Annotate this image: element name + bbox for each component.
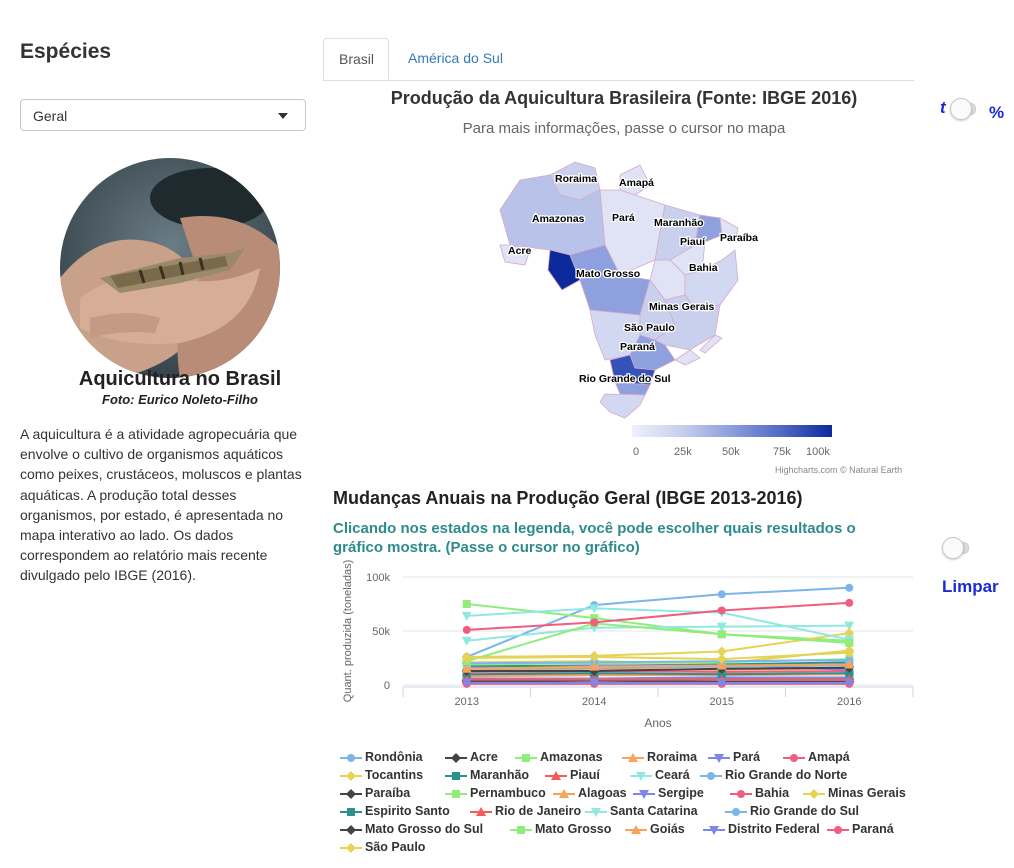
map-label-maranhao: Maranhão bbox=[654, 217, 704, 229]
legend-label: Espirito Santo bbox=[365, 804, 450, 818]
series-0 bbox=[463, 584, 854, 661]
legend-label: Acre bbox=[470, 750, 498, 764]
legend-label: São Paulo bbox=[365, 840, 426, 854]
legend-label: Bahia bbox=[755, 786, 790, 800]
legend-item[interactable] bbox=[340, 768, 423, 782]
species-select[interactable] bbox=[20, 99, 306, 131]
legend-item[interactable] bbox=[340, 804, 450, 818]
legend-label: Mato Grosso bbox=[535, 822, 612, 836]
y-tick-label: 50k bbox=[372, 626, 390, 638]
legend-label: Santa Catarina bbox=[610, 804, 698, 818]
legend-symbol-icon bbox=[585, 807, 607, 817]
legend-item[interactable] bbox=[470, 804, 581, 818]
series-line[interactable] bbox=[467, 673, 850, 674]
legend-marker[interactable] bbox=[732, 808, 740, 816]
legend-item[interactable] bbox=[445, 768, 529, 782]
data-point[interactable] bbox=[845, 584, 853, 592]
legend-label: Sergipe bbox=[658, 786, 704, 800]
description-text: A aquicultura é a atividade agropecuária que envolve o cultivo de organismos aquáticos como peixes, crustáceos, moluscos e plantas aquáticas. A produção total desses organismos, por estado, é apresentada no mapa interativo ao lado. Os dados correspondem ao relatório mais recente divulgado pelo IBGE (2016). bbox=[20, 426, 302, 584]
legend-item[interactable] bbox=[725, 804, 859, 818]
legend-label: Distrito Federal bbox=[728, 822, 820, 836]
state-rio-grande-do-sul bbox=[600, 394, 645, 418]
legend-label: Pernambuco bbox=[470, 786, 546, 800]
map-label-sao-paulo: São Paulo bbox=[624, 322, 675, 334]
map-label-minas-gerais: Minas Gerais bbox=[649, 301, 715, 313]
scale-tick: 75k bbox=[773, 446, 791, 458]
legend-symbol-icon bbox=[445, 771, 467, 781]
data-point[interactable] bbox=[718, 630, 726, 638]
aquaculture-photo bbox=[60, 158, 280, 378]
scale-tick: 0 bbox=[633, 446, 640, 458]
legend-symbol-icon bbox=[340, 843, 362, 853]
legend-item[interactable] bbox=[827, 822, 894, 836]
legend-label: Paraíba bbox=[365, 786, 411, 800]
legend-item[interactable] bbox=[708, 750, 760, 764]
data-point[interactable] bbox=[590, 618, 598, 626]
legend-symbol-icon bbox=[708, 753, 730, 763]
legend-item[interactable] bbox=[700, 768, 847, 782]
legend-symbol-icon bbox=[803, 789, 825, 799]
legend-item[interactable] bbox=[625, 822, 685, 836]
legend-symbol-icon bbox=[553, 789, 575, 799]
legend-item[interactable] bbox=[585, 804, 698, 818]
legend-symbol-icon bbox=[340, 771, 362, 781]
map-title: Produção da Aquicultura Brasileira (Fonte: IBGE 2016) bbox=[390, 88, 858, 108]
legend-symbol-icon bbox=[633, 789, 655, 799]
legend-label: Paraná bbox=[852, 822, 894, 836]
scale-tick: 50k bbox=[722, 446, 740, 458]
map-label-para: Pará bbox=[612, 212, 635, 224]
map-label-rio-grande-do-sul: Rio Grande do Sul bbox=[579, 373, 671, 385]
legend-marker[interactable] bbox=[737, 790, 745, 798]
photo-caption: Aquicultura no Brasil bbox=[78, 368, 282, 390]
x-axis-label: Anos bbox=[644, 716, 672, 730]
legend-item[interactable] bbox=[515, 750, 603, 764]
legend-marker[interactable] bbox=[452, 772, 460, 780]
t-label: t bbox=[940, 98, 946, 117]
legend-label: Roraima bbox=[647, 750, 698, 764]
data-point[interactable] bbox=[845, 639, 853, 647]
y-tick-label: 100k bbox=[366, 572, 390, 584]
legend-marker[interactable] bbox=[452, 790, 460, 798]
chart-title: Mudanças Anuais na Produção Geral (IBGE 2013-2016) bbox=[333, 488, 803, 508]
legend-item[interactable] bbox=[633, 786, 704, 800]
legend-symbol-icon bbox=[545, 771, 567, 781]
data-point[interactable] bbox=[718, 606, 726, 614]
legend-label: Ceará bbox=[655, 768, 690, 782]
legend-item[interactable] bbox=[340, 750, 423, 764]
unit-toggle-knob[interactable] bbox=[950, 98, 972, 120]
legend-symbol-icon bbox=[340, 807, 362, 817]
legend-label: Rio de Janeiro bbox=[495, 804, 582, 818]
legend-marker[interactable] bbox=[346, 771, 356, 781]
legend-symbol-icon bbox=[730, 789, 752, 799]
legend-symbol-icon bbox=[725, 807, 747, 817]
map-label-amapa: Amapá bbox=[619, 177, 655, 189]
legend-symbol-icon bbox=[445, 789, 467, 799]
region-tabs bbox=[323, 38, 914, 81]
legend-item[interactable] bbox=[703, 822, 820, 836]
legend-symbol-icon bbox=[703, 825, 725, 835]
scale-tick: 100k bbox=[806, 446, 830, 458]
legend-symbol-icon bbox=[630, 771, 652, 781]
legend-symbol-icon bbox=[622, 753, 644, 763]
legend-item[interactable] bbox=[445, 786, 546, 800]
clear-toggle-knob[interactable] bbox=[942, 537, 964, 559]
species-select-value: Geral bbox=[33, 108, 68, 124]
legend-marker[interactable] bbox=[346, 789, 356, 799]
brazil-map[interactable] bbox=[490, 150, 780, 420]
x-tick-label: 2014 bbox=[582, 696, 607, 708]
legend-label: Rio Grande do Sul bbox=[750, 804, 860, 818]
x-tick-label: 2015 bbox=[709, 696, 734, 708]
legend-label: Rio Grande do Norte bbox=[725, 768, 848, 782]
legend-marker[interactable] bbox=[346, 825, 356, 835]
series-line[interactable] bbox=[467, 677, 850, 678]
map-label-mato-grosso: Mato Grosso bbox=[576, 268, 641, 280]
legend-item[interactable] bbox=[445, 750, 498, 764]
legend-label: Pará bbox=[733, 750, 761, 764]
legend-item[interactable] bbox=[630, 768, 690, 782]
series-line[interactable] bbox=[467, 588, 850, 657]
legend-label: Piauí bbox=[570, 768, 600, 782]
legend-marker[interactable] bbox=[522, 754, 530, 762]
legend-symbol-icon bbox=[510, 825, 532, 835]
pct-label: % bbox=[989, 103, 1005, 122]
chevron-down-icon bbox=[278, 113, 288, 119]
legend-label: Amazonas bbox=[540, 750, 603, 764]
legend-item[interactable] bbox=[803, 786, 906, 800]
map-label-acre: Acre bbox=[508, 245, 532, 257]
legend-symbol-icon bbox=[340, 753, 362, 763]
legend-label: Alagoas bbox=[578, 786, 627, 800]
photo-credit: Foto: Eurico Noleto-Filho bbox=[102, 392, 258, 407]
legend-item[interactable] bbox=[510, 822, 611, 836]
legend-item[interactable] bbox=[783, 750, 850, 764]
legend-marker[interactable] bbox=[809, 789, 819, 799]
map-subtitle: Para mais informações, passe o cursor no mapa bbox=[462, 120, 786, 137]
limpar-button[interactable]: Limpar bbox=[942, 577, 999, 596]
legend-item[interactable] bbox=[340, 786, 410, 800]
legend-symbol-icon bbox=[625, 825, 647, 835]
map-label-parana: Paraná bbox=[620, 341, 656, 353]
map-credits[interactable]: Highcharts.com © Natural Earth bbox=[775, 465, 903, 475]
legend-marker[interactable] bbox=[451, 753, 461, 763]
legend-label: Amapá bbox=[808, 750, 850, 764]
legend-item[interactable] bbox=[340, 822, 483, 836]
legend-item[interactable] bbox=[622, 750, 697, 764]
legend-item[interactable] bbox=[545, 768, 600, 782]
scale-tick: 25k bbox=[674, 446, 692, 458]
legend-item[interactable] bbox=[730, 786, 789, 800]
chart-subtitle: Clicando nos estados na legenda, você pode escolher quais resultados o gráfico mostra. (Passe o cursor no gráfico) bbox=[333, 520, 856, 556]
tab-america-do-sul[interactable]: América do Sul bbox=[408, 50, 503, 66]
legend-label: Tocantins bbox=[365, 768, 424, 782]
legend-symbol-icon bbox=[470, 807, 492, 817]
map-label-amazonas: Amazonas bbox=[532, 213, 585, 225]
data-point[interactable] bbox=[463, 626, 471, 634]
legend-marker[interactable] bbox=[346, 843, 356, 853]
map-label-bahia: Bahia bbox=[689, 262, 718, 274]
legend-marker[interactable] bbox=[834, 826, 842, 834]
legend-symbol-icon bbox=[827, 825, 849, 835]
legend-marker[interactable] bbox=[790, 754, 798, 762]
x-tick-label: 2013 bbox=[454, 696, 479, 708]
legend-item[interactable] bbox=[340, 840, 425, 854]
legend-item[interactable] bbox=[553, 786, 627, 800]
data-point[interactable] bbox=[718, 590, 726, 598]
legend-label: Mato Grosso do Sul bbox=[365, 822, 484, 836]
map-label-paraiba: Paraíba bbox=[720, 232, 758, 244]
tab-brasil[interactable]: Brasil bbox=[323, 38, 389, 80]
state-rio-de-janeiro bbox=[675, 350, 700, 365]
data-point[interactable] bbox=[463, 600, 471, 608]
production-line-chart[interactable] bbox=[330, 555, 930, 745]
data-point[interactable] bbox=[845, 599, 853, 607]
legend-symbol-icon bbox=[515, 753, 537, 763]
y-tick-label: 0 bbox=[383, 680, 390, 692]
legend-label: Maranhão bbox=[470, 768, 530, 782]
legend-symbol-icon bbox=[340, 789, 362, 799]
map-label-piaui: Piauí bbox=[680, 236, 706, 248]
legend-label: Goiás bbox=[650, 822, 685, 836]
legend-symbol-icon bbox=[340, 825, 362, 835]
species-title: Espécies bbox=[20, 40, 112, 63]
x-tick-label: 2016 bbox=[837, 696, 862, 708]
map-color-scale bbox=[632, 425, 832, 437]
y-axis-label: Quant. produzida (toneladas) bbox=[342, 559, 354, 703]
legend-marker[interactable] bbox=[347, 808, 355, 816]
map-label-roraima: Roraima bbox=[555, 173, 598, 185]
legend-symbol-icon bbox=[783, 753, 805, 763]
legend-symbol-icon bbox=[445, 753, 467, 763]
legend-marker[interactable] bbox=[707, 772, 715, 780]
legend-marker[interactable] bbox=[347, 754, 355, 762]
legend-marker[interactable] bbox=[517, 826, 525, 834]
legend-symbol-icon bbox=[700, 771, 722, 781]
legend-label: Minas Gerais bbox=[828, 786, 906, 800]
legend-label: Rondônia bbox=[365, 750, 423, 764]
